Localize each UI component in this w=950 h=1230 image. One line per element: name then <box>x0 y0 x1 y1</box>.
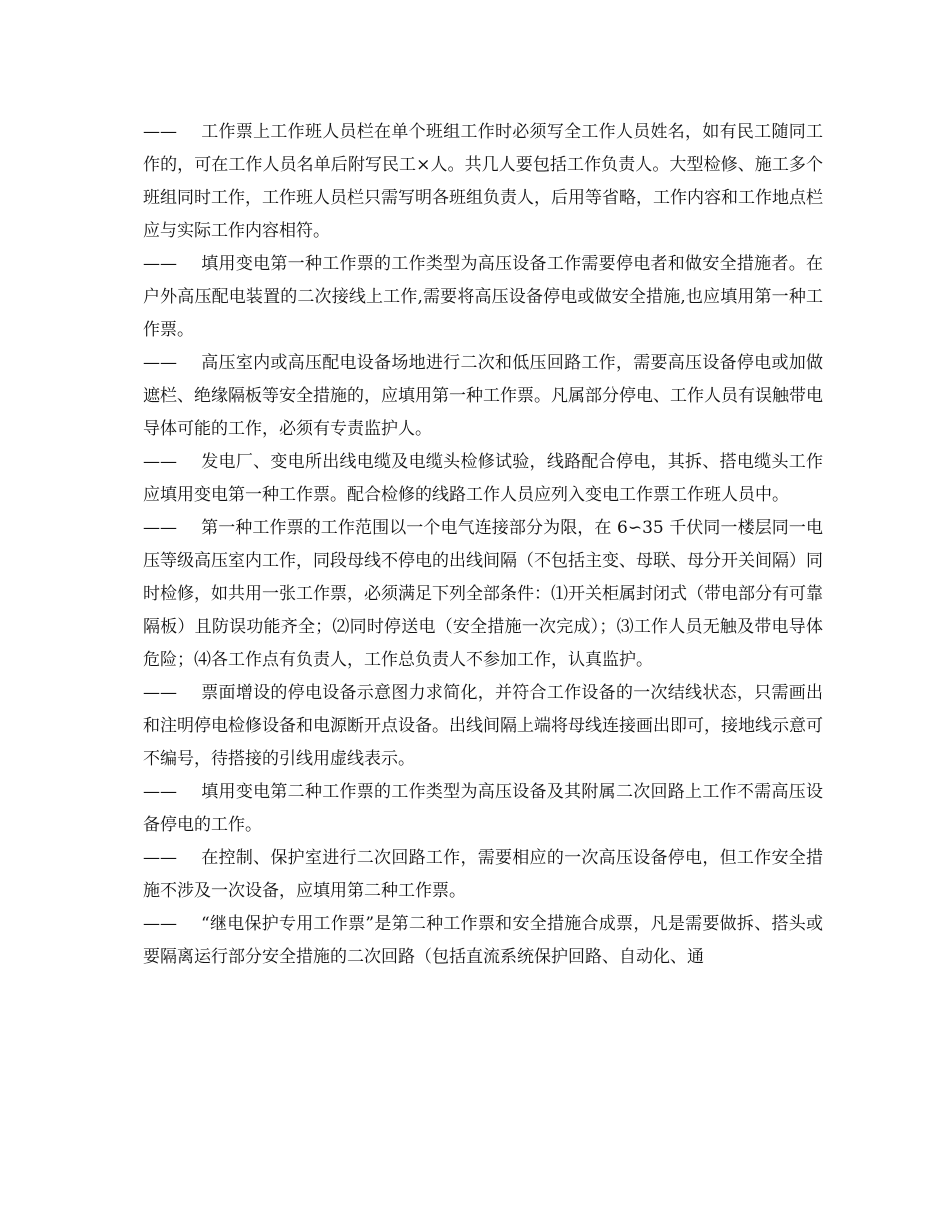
paragraph <box>143 248 823 347</box>
paragraph <box>143 116 823 248</box>
paragraph <box>143 842 823 908</box>
paragraph <box>143 677 823 776</box>
dash-marker: —— <box>143 782 177 802</box>
paragraph-text: 填用变电第一种工作票的工作类型为高压设备工作需要停电者和做安全措施者。在户外高压配电装置的二次接线上工作,需要将高压设备停电或做安全措施,也应填用第一种工作票。 <box>143 254 823 340</box>
dash-marker: —— <box>143 848 177 868</box>
paragraph-text: 在控制、保护室进行二次回路工作，需要相应的一次高压设备停电，但工作安全措施不涉及一次设备，应填用第二种工作票。 <box>143 848 823 901</box>
paragraph <box>143 512 823 677</box>
dash-marker: —— <box>143 518 177 538</box>
document-page <box>143 116 823 974</box>
dash-marker: —— <box>143 353 177 373</box>
dash-marker: —— <box>143 914 177 934</box>
dash-marker: —— <box>143 254 177 274</box>
paragraph-text: 高压室内或高压配电设备场地进行二次和低压回路工作，需要高压设备停电或加做遮栏、绝缘隔板等安全措施的，应填用第一种工作票。凡属部分停电、工作人员有误触带电导体可能的工作，必须有专责监护人。 <box>143 353 823 439</box>
dash-marker: —— <box>143 683 177 703</box>
paragraph-text: 票面增设的停电设备示意图力求简化，并符合工作设备的一次结线状态，只需画出和注明停电检修设备和电源断开点设备。出线间隔上端将母线连接画出即可，接地线示意可不编号，待搭接的引线用虚线表示。 <box>143 683 823 769</box>
dash-marker: —— <box>143 452 177 472</box>
paragraph <box>143 446 823 512</box>
paragraph <box>143 347 823 446</box>
paragraph <box>143 776 823 842</box>
dash-marker: —— <box>143 122 177 142</box>
paragraph-text: 工作票上工作班人员栏在单个班组工作时必须写全工作人员姓名，如有民工随同工作的，可在工作人员名单后附写民工×人。共几人要包括工作负责人。大型检修、施工多个班组同时工作，工作班人员栏只需写明各班组负责人，后用等省略，工作内容和工作地点栏应与实际工作内容相符。 <box>143 122 823 241</box>
paragraph-text: “继电保护专用工作票”是第二种工作票和安全措施合成票，凡是需要做拆、搭头或要隔离运行部分安全措施的二次回路（包括直流系统保护回路、自动化、通 <box>143 914 823 967</box>
paragraph-text: 填用变电第二种工作票的工作类型为高压设备及其附属二次回路上工作不需高压设备停电的工作。 <box>143 782 823 835</box>
paragraph-text: 第一种工作票的工作范围以一个电气连接部分为限，在 6∽35 千伏同一楼层同一电压等级高压室内工作，同段母线不停电的出线间隔（不包括主变、母联、母分开关间隔）同时检修，如共用一张工作票，必须满足下列全部条件：⑴开关柜属封闭式（带电部分有可靠隔板）且防误功能齐全；⑵同时停送电（安全措施一次完成）；⑶工作人员无触及带电导体危险；⑷各工作点有负责人，工作总负责人不参加工作，认真监护。 <box>143 518 823 670</box>
paragraph-text: 发电厂、变电所出线电缆及电缆头检修试验，线路配合停电，其拆、搭电缆头工作应填用变电第一种工作票。配合检修的线路工作人员应列入变电工作票工作班人员中。 <box>143 452 823 505</box>
paragraph <box>143 908 823 974</box>
